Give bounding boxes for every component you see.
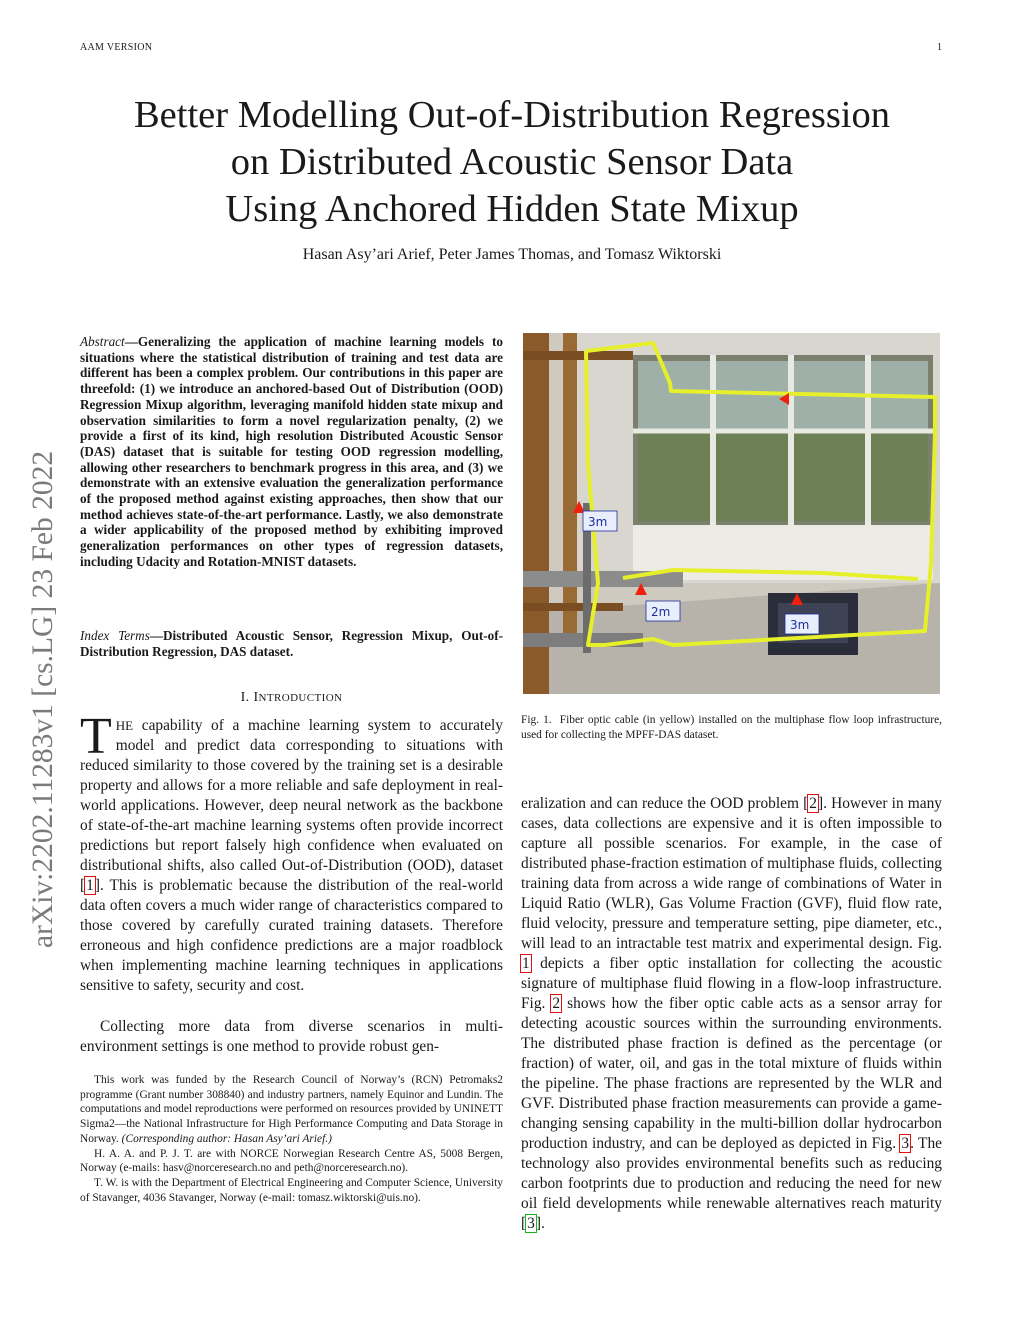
distance-tag: 3m [790,618,810,632]
figure-ref-link[interactable]: 3 [901,1135,910,1152]
intro-paragraph [80,708,503,996]
author-list: Hasan Asy’ari Arief, Peter James Thomas, and Tomasz Wiktorski [302,246,722,263]
index-terms [80,628,503,659]
figure-ref-link[interactable]: 1 [522,955,530,972]
figure-photo [523,333,940,694]
paragraph-text: capability of a machine learning system to accurately model and predict data corresponding to situations with reduced similarity to those covered by the training set is a desirable property and allows for a more reliable and safe deployment in real-world applications. However, deep neural network as the backbone of state-of-the-art machine learning systems often provide incorrect predictions but report falsely high confidence when evaluated on distributional shifts, also called Out-of-Distribution (OOD), dataset [ [80,717,503,894]
citation-link[interactable]: 1 [86,877,94,894]
title-line: on Distributed Acoustic Sensor Data [230,141,794,183]
section-number: I. [240,690,250,705]
paragraph-text: . The technology also provides environmental benefits such as reducing carbon footprints due to production and reducing the need for new oil field developments while renewable alternatives reach maturity [ [521,1135,942,1232]
paragraph-text: shows how the fiber optic cable acts as a sensor array for detecting acoustic sources within the surrounding environments. The distributed phase fraction is defined as the percentage (or fraction) of water, oil, and gas in the total mixture of fluids within the pipeline. The phase fractions are represented by the WLR and GVF. Distributed phase fraction measurements can provide a game-changing sensing capability in the multi-billion dollar hydrocarbon production industry, and can be deployed as depicted in Fig. [521,995,943,1152]
paragraph-text: ]. However in many cases, data collections are expensive and it is often impossible to capture all possible scenarios. For example, in the case of distributed phase-fraction estimation of multiphase fluids, collecting training data from across a wide range of combinations of Water in Liquid Ratio (WLR), Gas Volume Fraction (GVF), fluid flow rate, fluid velocity, pressure and temperature setting, pipe diameter, etc., will lead to an intractable test matrix and experimental design. Fig. [521,795,943,952]
caption-label: Fig. 1. [521,714,552,726]
index-terms-label: Index Terms [80,628,150,643]
citation-link[interactable]: 3 [527,1215,535,1232]
title-line: Better Modelling Out-of-Distribution Regression [134,94,890,136]
lead-word: HE [115,718,134,733]
section-heading [80,690,503,706]
arxiv-identifier: arXiv:2202.11283v1 [cs.LG] 23 Feb 2022 [27,450,59,948]
footnotes [80,1073,503,1205]
corresponding-author: (Corresponding author: Hasan Asy’ari Arief.) [121,1132,332,1145]
caption-text: Fiber optic cable (in yellow) installed on the multiphase flow loop infrastructure, used for collecting the MPFF-DAS dataset. [521,714,942,741]
funding-text: This work was funded by the Research Council of Norway’s (RCN) Petromaks2 programme (Grant number 308840) and industry partners, namely Equinor and Lundin. The computations and model reproductions were performed on resources provided by UNINETT Sigma2—the National Infrastructure for High Performance Computing and Data Storage in Norway. [80,1074,503,1145]
paper-title [60,92,964,233]
running-header: AAM VERSION [80,42,153,53]
funding-note [80,1073,503,1147]
flow-loop-illustration [523,333,940,694]
affiliation-note: H. A. A. and P. J. T. are with NORCE Norwegian Research Centre AS, 5008 Bergen, Norway (e-mails: hasv@norceresearch.no and peth@norceresearch.no). [80,1147,503,1175]
citation-link[interactable]: 2 [809,795,817,812]
section-title-rest: NTRODUCTION [258,692,343,704]
page-number: 1 [937,42,943,53]
paragraph-text: ]. [535,1215,545,1232]
distance-tag: 3m [588,515,608,529]
index-terms-text: —Distributed Acoustic Sensor, Regression Mixup, Out-of-Distribution Regression, DAS dataset. [80,628,503,659]
section-title-initial: I [253,690,259,705]
title-line: Using Anchored Hidden State Mixup [225,188,799,230]
figure-caption [521,713,942,743]
abstract-label: Abstract [80,334,125,349]
paragraph-text: ]. This is problematic because the distribution of the real-world data often covers a much wider range of characteristics compared to those covered by carefully curated training datasets. Therefore erroneous and high confidence predictions are a major roadblock when implementing machine learning techniques in applications sensitive to safety, security and cost. [80,877,503,994]
drop-cap: T [80,708,112,765]
intro-paragraph: Collecting more data from diverse scenarios in multi-environment settings is one method to provide robust gen- [80,1018,503,1055]
figure-ref-link[interactable]: 2 [552,995,561,1012]
distance-tag: 2m [651,605,671,619]
affiliation-note: T. W. is with the Department of Electrical Engineering and Computer Science, University of Stavanger, 4036 Stavanger, Norway (e-mail: tomasz.wiktorski@uis.no). [80,1176,503,1204]
abstract [80,334,503,570]
paragraph-text: depicts a fiber optic installation for collecting the acoustic signature of multiphase fluid flowing in a flow-loop infrastructure. Fig. [521,955,942,1012]
paragraph-text: eralization and can reduce the OOD problem [ [521,795,809,812]
abstract-text: —Generalizing the application of machine learning models to situations where the statistical distribution of training and test data are different has been a complex problem. Our contributions in this paper are threefold: (1) we introduce an anchored-based Out of Distribution (OOD) Regression Mixup algorithm, leveraging manifold hidden state mixup and observation similarities to form a novel regularization penalty, (2) we provide a first of its kind, high resolution Distributed Acoustic Sensor (DAS) dataset that is suitable for testing OOD regression modelling, allowing other researchers to benchmark progress in this area, and (3) we demonstrate with an extensive evaluation the generalization performance of the proposed method against existing approaches, then show that our method achieves state-of-the-art performance. Lastly, we also demonstrate a wider applicability of the proposed method by exhibiting improved generalization performances on other types of regression datasets, including Udacity and Rotation-MNIST datasets. [80,334,503,569]
body-paragraph [521,794,942,1234]
